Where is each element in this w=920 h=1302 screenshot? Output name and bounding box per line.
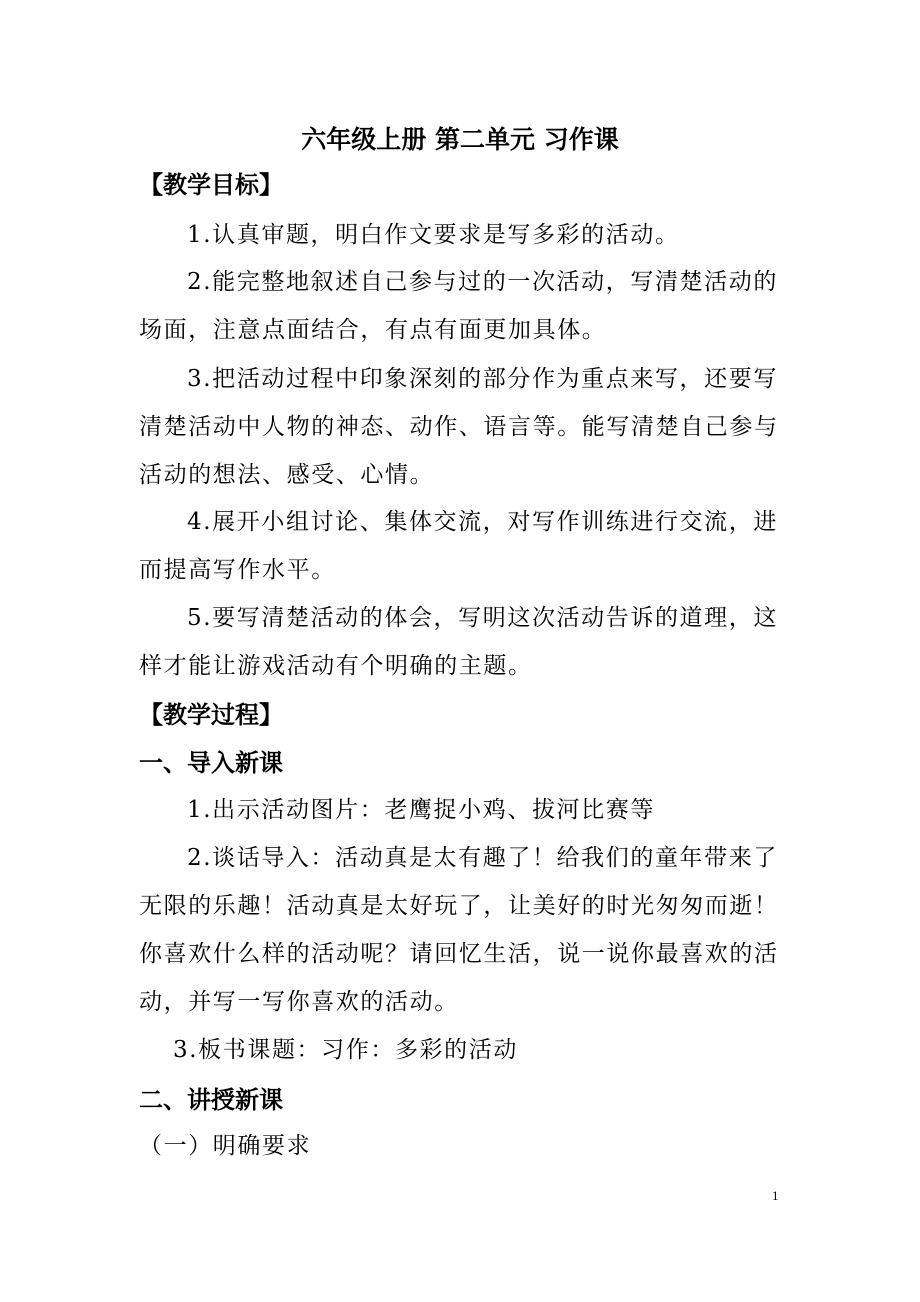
objective-item-3: 3.把活动过程中印象深刻的部分作为重点来写，还要写清楚活动中人物的神态、动作、语言等。能写清楚自己参与活动的想法、感受、心情。 xyxy=(139,366,779,488)
intro-item-3: 3.板书课题：习作：多彩的活动 xyxy=(173,1037,518,1063)
objective-item-2: 2.能完整地叙述自己参与过的一次活动，写清楚活动的场面，注意点面结合，有点有面更加具体。 xyxy=(139,269,778,343)
part-heading-new-lesson: 二、讲授新课 xyxy=(139,1085,283,1114)
page-number: 1 xyxy=(772,1188,779,1203)
intro-item-1: 1.出示活动图片：老鹰捉小鸡、拔河比赛等 xyxy=(187,797,655,823)
section-heading-objectives: 【教学目标】 xyxy=(139,170,283,199)
objective-item-4: 4.展开小组讨论、集体交流，对写作训练进行交流，进而提高写作水平。 xyxy=(139,509,778,583)
intro-item-2: 2.谈话导入：活动真是太有趣了！给我们的童年带来了无限的乐趣！活动真是太好玩了，让美好的时光匆匆而逝！你喜欢什么样的活动呢？请回忆生活，说一说你最喜欢的活动，并写一写你喜欢的活动。 xyxy=(139,845,779,1015)
section-heading-process: 【教学过程】 xyxy=(139,700,283,729)
objective-item-1: 1.认真审题，明白作文要求是写多彩的活动。 xyxy=(187,222,680,248)
page-title: 六年级上册 第二单元 习作课 xyxy=(301,125,619,154)
subheading-requirements: （一）明确要求 xyxy=(139,1133,312,1159)
objective-item-5: 5.要写清楚活动的体会，写明这次活动告诉的道理，这样才能让游戏活动有个明确的主题。 xyxy=(139,605,778,679)
part-heading-intro: 一、导入新课 xyxy=(139,748,283,777)
